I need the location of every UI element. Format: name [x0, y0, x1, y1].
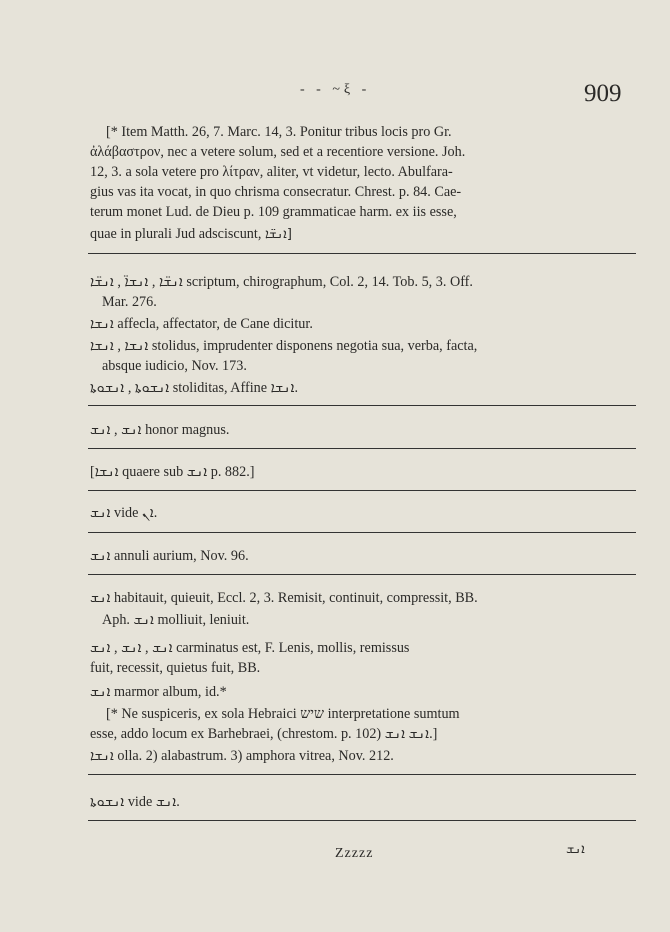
entry-line-1: ܐܢܫ̈ܐ , ܐܢܫܐ̈ , ܐܢܫ̈ܐ scriptum, chirographum, Col. 2, 14. Tob. 5, 3. Off. [90, 274, 473, 290]
note-line-3: 12, 3. a sola vetere pro λίτραν, aliter, vt videtur, lecto. Abulfara- [90, 164, 453, 180]
entry-line-18: ܐܢܫܐ olla. 2) alabastrum. 3) amphora vitrea, Nov. 212. [90, 748, 394, 764]
entry-rule [88, 253, 636, 254]
entry-rule [88, 774, 636, 775]
entry-line-9: ܐܢܫ vide ܐܢ. [90, 505, 158, 521]
entry-line-2: Mar. 276. [102, 294, 157, 310]
entry-rule [88, 490, 636, 491]
note-line-4: gius vas ita vocat, in quo chrisma consecratur. Chrest. p. 84. Cae- [90, 184, 462, 200]
entry-line-3: ܐܢܫܐ affecla, affectator, de Cane dicitur. [90, 316, 313, 332]
entry-line-15: ܐܢܫ marmor album, id.* [90, 684, 227, 700]
entry-line-6: ܐܢܫܘܬܐ , ܐܢܫܘܬܐ stoliditas, Affine ܐܢܫܐ. [90, 380, 299, 396]
note-line-6: quae in plurali Jud adsciscunt, ܐܢܫ̈ܐ] [90, 226, 292, 242]
entry-line-12: Aph. ܐܢܫ molliuit, leniuit. [102, 612, 250, 628]
entry-rule [88, 574, 636, 575]
signature-mark: Zzzzz [335, 846, 374, 861]
note-line-5: terum monet Lud. de Dieu p. 109 grammaticae harm. ex iis esse, [90, 204, 457, 220]
page-number: 909 [584, 80, 622, 107]
entry-rule [88, 532, 636, 533]
note-line-1: [* Item Matth. 26, 7. Marc. 14, 3. Ponitur tribus locis pro Gr. [106, 124, 452, 140]
entry-rule [88, 405, 636, 406]
entry-line-14: fuit, recessit, quietus fuit, BB. [90, 660, 261, 676]
header-ornament: - - ~ξ - [300, 82, 371, 97]
note-line-2: ἀλάβαστρον, nec a vetere solum, sed et a recentiore versione. Joh. [90, 144, 466, 160]
entry-line-17: esse, addo locum ex Barhebraei, (chrestom. p. 102) ܐܢܫ ܐܢܫ.] [90, 726, 438, 742]
catchword: ܐܢܫ [566, 842, 585, 857]
entry-line-13: ܐܢܫ , ܐܢܫ , ܐܢܫ carminatus est, F. Lenis, mollis, remissus [90, 640, 410, 656]
entry-line-5: absque iudicio, Nov. 173. [102, 358, 247, 374]
entry-line-19: ܐܢܫܘܬܐ vide ܐܢܫ. [90, 794, 180, 810]
entry-line-11: ܐܢܫ habitauit, quieuit, Eccl. 2, 3. Remisit, continuit, compressit, BB. [90, 590, 478, 606]
entry-line-7: ܐܢܫ , ܐܢܫ honor magnus. [90, 422, 230, 438]
entry-line-4: ܐܢܫܐ , ܐܢܫܐ stolidus, imprudenter disponens negotia sua, verba, facta, [90, 338, 478, 354]
entry-rule [88, 448, 636, 449]
entry-line-10: ܐܢܫ annuli aurium, Nov. 96. [90, 548, 249, 564]
entry-line-8: [ܐܢܫܐ quaere sub ܐܢܫ p. 882.] [90, 464, 255, 480]
entry-rule [88, 820, 636, 821]
entry-line-16: [* Ne suspiceris, ex sola Hebraici שיש interpretatione sumtum [106, 706, 460, 722]
syriac-plural-example: ܐܢܫ̈ܐ] [264, 227, 292, 242]
